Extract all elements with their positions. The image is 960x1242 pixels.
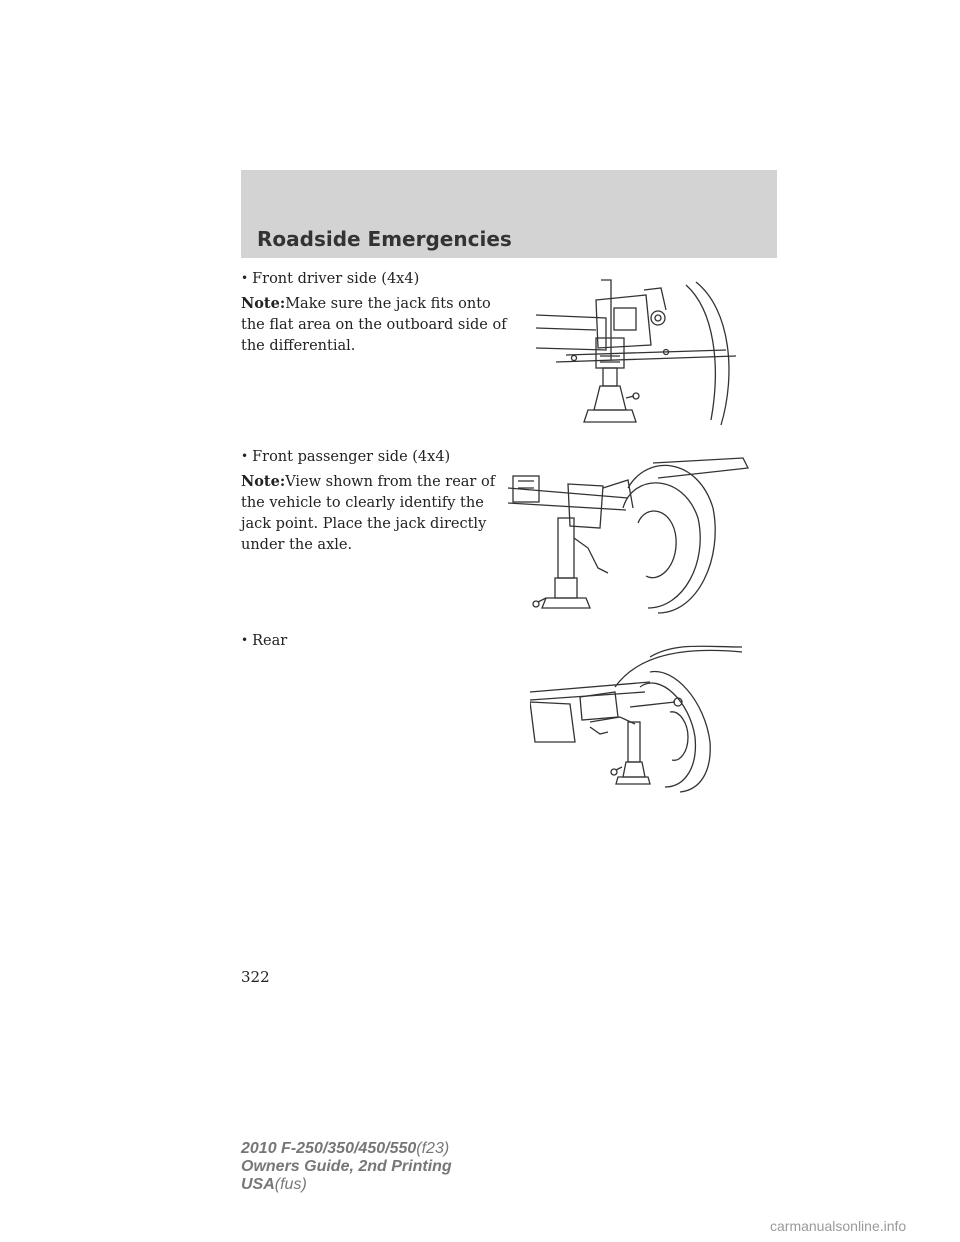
bullet-front-passenger (241, 446, 450, 468)
document-footer (241, 1140, 452, 1194)
footer-line-1 (241, 1140, 452, 1158)
bullet-mark: • (241, 449, 249, 463)
front-passenger-jack-illustration (508, 448, 753, 620)
section-title: Roadside Emergencies (257, 227, 512, 251)
watermark: carmanualsonline.info (770, 1218, 907, 1234)
note-text: Make sure the jack fits onto the flat area on the outboard side of the differential. (241, 296, 507, 354)
bullet-label: Front passenger side (4x4) (252, 449, 451, 465)
bullet-label: Rear (252, 633, 288, 649)
note-label: Note: (241, 473, 286, 490)
front-driver-jack-illustration (536, 270, 746, 430)
footer-model-code: (f23) (416, 1140, 450, 1157)
bullet-mark: • (241, 271, 249, 285)
footer-line-2: Owners Guide, 2nd Printing (241, 1158, 452, 1175)
footer-region-code: (fus) (274, 1176, 307, 1193)
note-front-driver (241, 293, 516, 357)
bullet-mark: • (241, 633, 249, 647)
bullet-label: Front driver side (4x4) (252, 271, 420, 287)
section-header-band (241, 170, 777, 258)
footer-region: USA (241, 1176, 275, 1193)
page-number: 322 (241, 968, 270, 986)
footer-model: 2010 F-250/350/450/550 (241, 1140, 417, 1157)
footer-line-3 (241, 1176, 452, 1194)
bullet-front-driver (241, 268, 419, 290)
rear-jack-illustration (530, 632, 755, 800)
note-front-passenger (241, 471, 516, 556)
note-text: View shown from the rear of the vehicle to clearly identify the jack point. Place the jack directly under the axle. (241, 474, 496, 553)
note-label: Note: (241, 295, 286, 312)
bullet-rear (241, 630, 287, 652)
